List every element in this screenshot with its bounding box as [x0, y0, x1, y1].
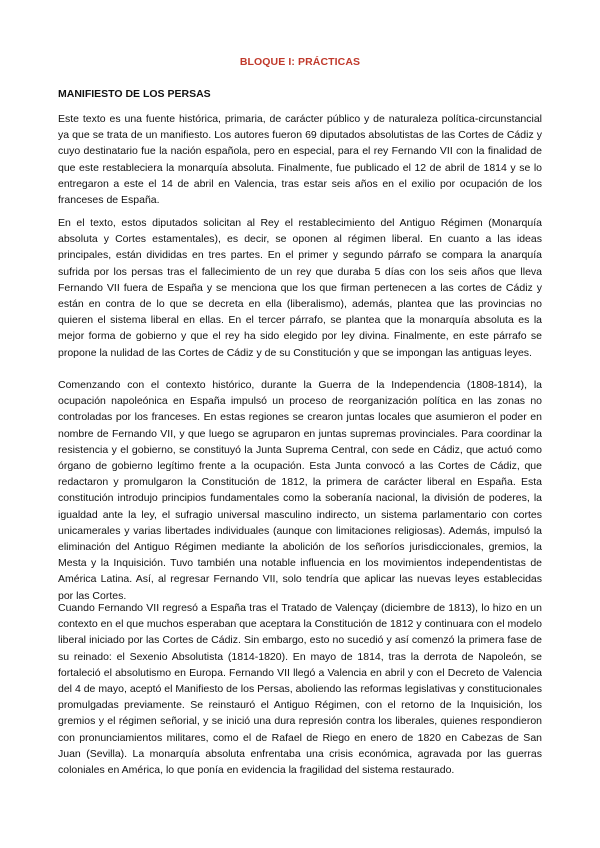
paragraph-context: Comenzando con el contexto histórico, durante la Guerra de la Independencia (1808-1814), la ocupación napoleónica en España impulsó un proceso de reorganización política en las zonas no controladas por los franceses. En estas regiones se crearon juntas locales que asumieron el poder en nombre de Fernando VII, y que luego se agruparon en juntas supremas provinciales. Para coordinar la resistencia y el gobierno, se constituyó la Junta Suprema Central, con sede en Cádiz, que actuó como órgano de gobierno legítimo frente a la ocupación. Esta Junta convocó a las Cortes de Cádiz, que redactaron y promulgaron la Constitución de 1812, la primera de carácter liberal en España. Esta constitución introdujo principios fundamentales como la soberanía nacional, la división de poderes, la igualdad ante la ley, el sufragio universal masculino indirecto, un sistema parlamentario con cortes unicamerales y varias libertades individuales (aunque con limitaciones religiosas). Además, impulsó la eliminación del Antiguo Régimen mediante la abolición de los señoríos jurisdiccionales, gremios, la Mesta y la Inquisición. Tuvo también una notable influencia en los movimientos independentistas de América Latina. Así, al regresar Fernando VII, solo tendría que aplicar las nuevas leyes establecidas por las Cortes.	[58, 379, 542, 602]
paragraph-reign: Cuando Fernando VII regresó a España tras el Tratado de Valençay (diciembre de 1813), lo hizo en un contexto en el que muchos esperaban que aceptara la Constitución de 1812 y continuara con el modelo liberal iniciado por las Cortes de Cádiz. Sin embargo, esto no sucedió y así comenzó la primera fase de su reinado: el Sexenio Absolutista (1814-1820). En mayo de 1814, tras la derrota de Napoleón, se fortaleció el absolutismo en Europa. Fernando VII llegó a Valencia en abril y con el Decreto de Valencia del 4 de mayo, aceptó el Manifiesto de los Persas, aboliendo las reformas legislativas y constitucionales promulgadas previamente. Se reinstauró el Antiguo Régimen, con el retorno de la Inquisición, los gremios y el régimen señorial, y se inició una dura represión contra los liberales, quienes respondieron con pronunciamientos militares, como el de Rafael de Riego en enero de 1820 en Cabezas de San Juan (Sevilla). La monarquía absoluta enfrentaba una crisis económica, agravada por las guerras coloniales en América, lo que ponía en evidencia la fragilidad del sistema restaurado.	[58, 602, 542, 777]
section-heading: MANIFIESTO DE LOS PERSAS	[58, 88, 211, 100]
paragraph-intro: Este texto es una fuente histórica, primaria, de carácter público y de naturaleza política-circunstancial ya que se trata de un manifiesto. Los autores fueron 69 diputados absolutistas de las Cortes de Cádiz y cuyo destinatario fue la nación española, pero en especial, para el rey Fernando VII con la finalidad de que este restableciera la monarquía absoluta. Finalmente, fue publicado el 12 de abril de 1814 y se lo entregaron a este el 14 de abril en Valencia, tras estar seis años en el exilio por ocupación de los franceses de España.	[58, 113, 542, 207]
bloque-title: BLOQUE I: PRÁCTICAS	[239, 56, 361, 68]
paragraph-ideas: En el texto, estos diputados solicitan al Rey el restablecimiento del Antiguo Régimen (Monarquía absoluta y Cortes estamentales), es decir, se oponen al régimen liberal. En cuanto a las ideas principales, están divididas en tres partes. En el primer y segundo párrafo se compara la anarquía sufrida por los persas tras el fallecimiento de un rey que duraba 5 días con los seis años que lleva Fernando VII fuera de España y se menciona que los que firman pertenecen a las cortes de Cádiz y están en contra de lo que se decreta en ella (liberalismo), además, plantea que las provincias no quieren el sistema liberal en ellas. En el tercer párrafo, se plantea que la monarquía absoluta es la mejor forma de gobierno y que el rey ha sido elegido por ley divina. Finalmente, en este párrafo se propone la nulidad de las Cortes de Cádiz y de su Constitución y que se impongan las antiguas leyes.	[58, 217, 542, 359]
